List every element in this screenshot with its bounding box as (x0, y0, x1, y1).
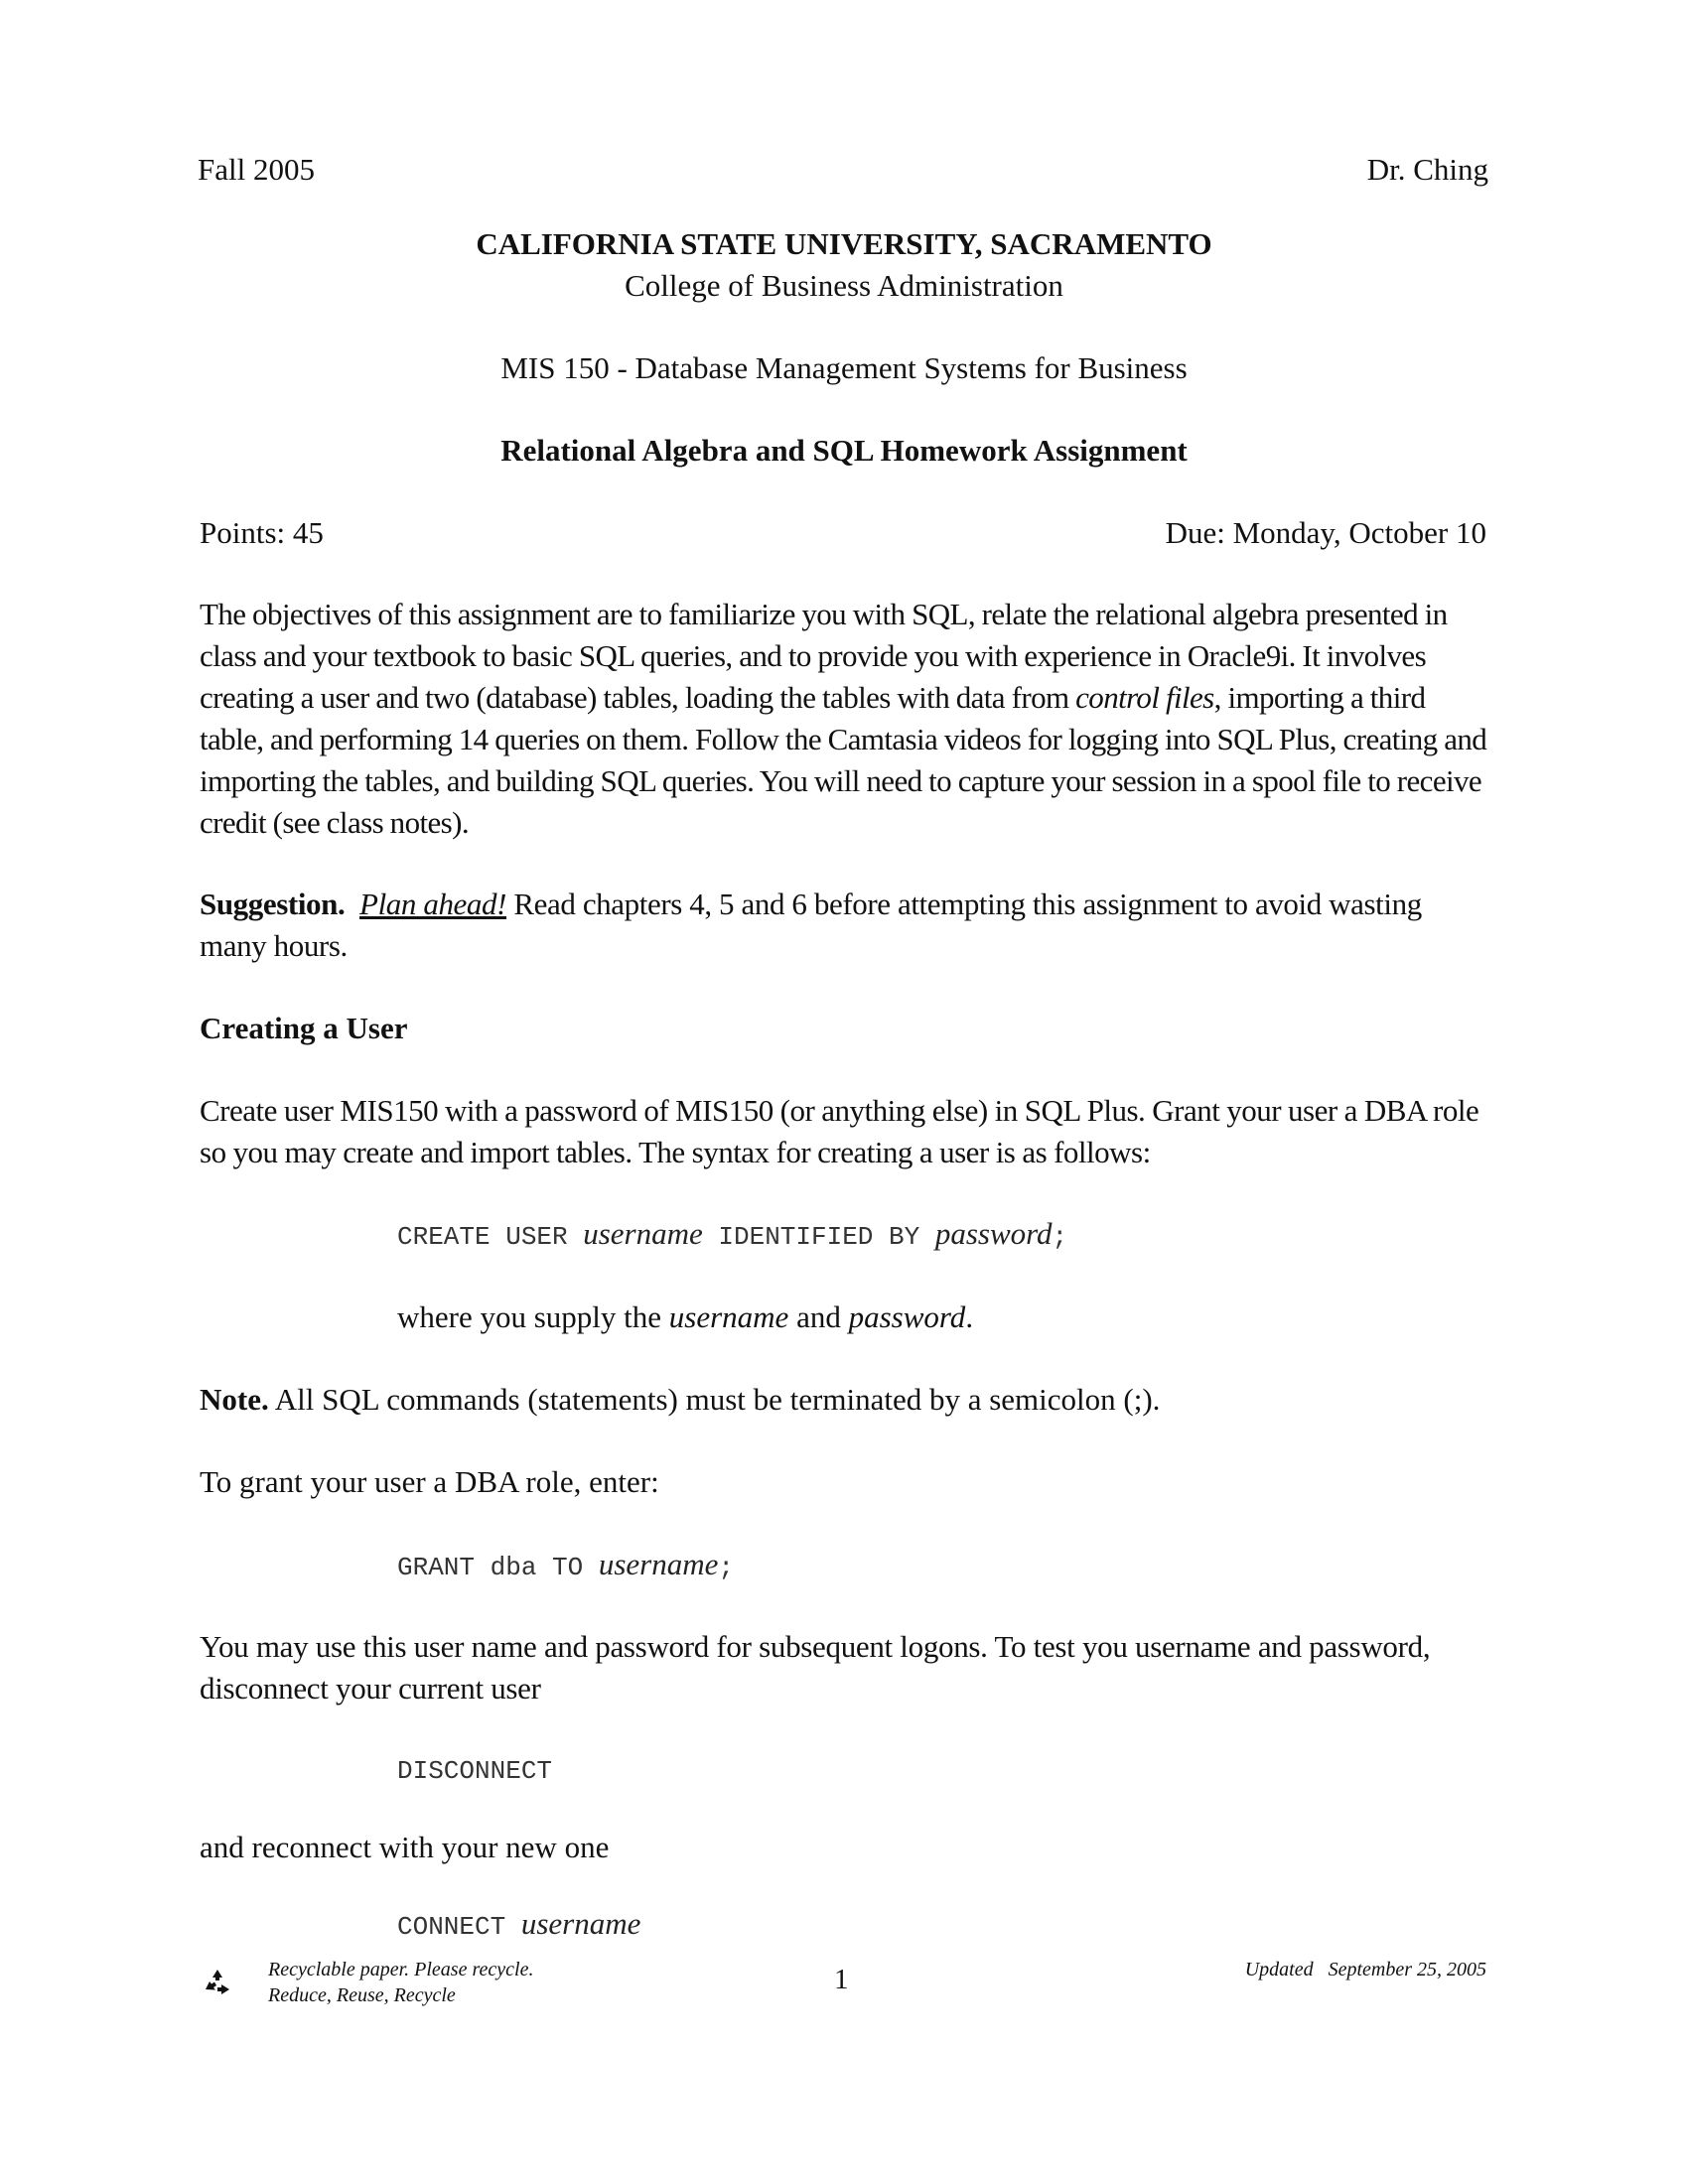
code-keyword: CREATE USER (397, 1222, 584, 1252)
points-label: Points: 45 (200, 515, 324, 550)
grant-intro-text: To grant your user a DBA role, enter: (200, 1464, 659, 1499)
suggestion-text: Read chapters 4, 5 and 6 before attempting this assignment to avoid wasting many hours. (200, 887, 1422, 963)
note-label: Note. (200, 1382, 269, 1417)
where-period: . (965, 1299, 974, 1334)
code-variable-username: username (583, 1216, 703, 1251)
code-keyword: DISCONNECT (397, 1756, 553, 1786)
recycle-note-line-1: Recyclable paper. Please recycle. (268, 1959, 534, 1980)
code-connect (397, 1903, 640, 1951)
intro-text-1: The objectives of this assignment are to familiarize you with SQL, relate the relational algebra presented in class and your textbook to basic SQL queries, and to provide you with experience in Oracle9i. It involves creating a user and two (database) tables, loading the tables with data from (200, 597, 1448, 715)
page-number: 1 (834, 1964, 849, 1995)
where-username: username (668, 1299, 789, 1334)
control-files-term: control files (1075, 680, 1214, 715)
reconnect-text: and reconnect with your new one (200, 1830, 610, 1864)
due-date-label: Due: Monday, October 10 (1165, 515, 1486, 550)
note-paragraph (200, 1379, 1160, 1421)
code-variable-username: username (598, 1547, 719, 1581)
code-grant (397, 1544, 734, 1591)
term-label: Fall 2005 (198, 152, 315, 187)
code-variable-username: username (520, 1906, 641, 1941)
intro-paragraph (200, 594, 1490, 844)
code-semicolon: ; (718, 1553, 734, 1582)
recycle-icon (203, 1968, 232, 1997)
instructor-label: Dr. Ching (1366, 152, 1488, 187)
course-title: MIS 150 - Database Management Systems for Business (500, 350, 1188, 385)
logon-paragraph: You may use this user name and password for subsequent logons. To test you username and password, disconnect your current user (200, 1629, 1431, 1706)
updated-note (1245, 1957, 1486, 1982)
updated-label: Updated (1244, 1959, 1314, 1980)
code-variable-password: password (934, 1216, 1053, 1251)
where-line (397, 1297, 973, 1338)
code-disconnect (397, 1750, 552, 1795)
note-text: All SQL commands (statements) must be terminated by a semicolon (;). (268, 1382, 1161, 1417)
university-title: CALIFORNIA STATE UNIVERSITY, SACRAMENTO (476, 226, 1212, 261)
code-keyword: IDENTIFIED BY (702, 1222, 935, 1252)
assignment-title: Relational Algebra and SQL Homework Assignment (500, 433, 1188, 468)
where-text: where you supply the (397, 1299, 669, 1334)
plan-ahead-emphasis: Plan ahead! (359, 887, 507, 921)
updated-date: September 25, 2005 (1328, 1959, 1486, 1980)
suggestion-paragraph (200, 884, 1490, 967)
code-create-user (397, 1213, 1067, 1261)
creating-user-paragraph: Create user MIS150 with a password of MIS150 (or anything else) in SQL Plus. Grant your user a DBA role so you may create and import tables. The syntax for creating a user is as follows: (200, 1093, 1479, 1169)
college-name: College of Business Administration (625, 268, 1063, 303)
where-and: and (788, 1299, 849, 1334)
suggestion-label: Suggestion. (200, 887, 346, 921)
code-keyword: CONNECT (397, 1912, 521, 1942)
code-semicolon: ; (1052, 1222, 1068, 1252)
code-keyword: GRANT dba TO (397, 1553, 599, 1582)
intro-text-2: , importing a third table, and performing 14 queries on them. Follow the Camtasia videos for logging into SQL Plus, creating and importing the tables, and building SQL queries. You will need to capture your session in a spool file to receive credit (see class notes). (200, 680, 1487, 840)
recycle-note-line-2: Reduce, Reuse, Recycle (268, 1984, 456, 2006)
where-password: password (848, 1299, 966, 1334)
section-heading-creating-user: Creating a User (200, 1011, 408, 1045)
